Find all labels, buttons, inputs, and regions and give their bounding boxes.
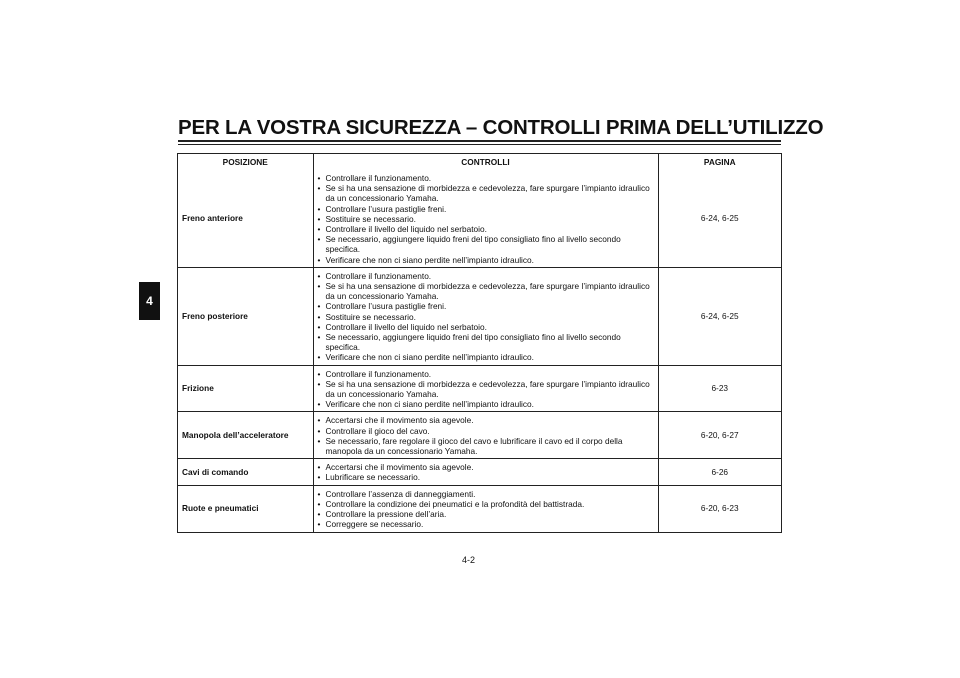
check-item: • Se si ha una sensazione di morbidezza e cedevolezza, fare spurgare l’impianto idraulico da un concessionario Yamaha.: [318, 183, 654, 203]
check-item: • Verificare che non ci siano perdite nell’impianto idraulico.: [318, 255, 654, 265]
row-pages: 6-23: [658, 365, 781, 412]
checks-table-container: [177, 153, 782, 533]
check-item: • Verificare che non ci siano perdite nell’impianto idraulico.: [318, 399, 654, 409]
checks-list: [318, 173, 654, 265]
table-row: [178, 459, 781, 485]
checks-list: [318, 489, 654, 530]
check-item: • Controllare l’usura pastiglie freni.: [318, 301, 654, 311]
header-checks: CONTROLLI: [313, 154, 658, 170]
row-checks: [313, 365, 658, 412]
row-pages: 6-20, 6-27: [658, 412, 781, 459]
row-position: Frizione: [178, 365, 313, 412]
table-header-row: [178, 154, 781, 170]
check-item: • Controllare il funzionamento.: [318, 369, 654, 379]
row-pages: 6-26: [658, 459, 781, 485]
checks-list: [318, 415, 654, 456]
table-row: [178, 267, 781, 365]
check-item: • Se necessario, aggiungere liquido freni del tipo consigliato fino al livello secondo specifica.: [318, 234, 654, 254]
check-item: • Controllare l’assenza di danneggiamenti.: [318, 489, 654, 499]
check-item: • Controllare il funzionamento.: [318, 173, 654, 183]
check-item: • Se necessario, aggiungere liquido freni del tipo consigliato fino al livello secondo specifica.: [318, 332, 654, 352]
row-pages: 6-24, 6-25: [658, 267, 781, 365]
checks-list: [318, 462, 654, 482]
table-row: [178, 365, 781, 412]
check-item: • Lubrificare se necessario.: [318, 472, 654, 482]
check-item: • Controllare il livello del liquido nel serbatoio.: [318, 322, 654, 332]
row-checks: [313, 267, 658, 365]
row-position: Freno anteriore: [178, 170, 313, 267]
check-item: • Correggere se necessario.: [318, 519, 654, 529]
check-item: • Sostituire se necessario.: [318, 312, 654, 322]
row-checks: [313, 412, 658, 459]
row-pages: 6-20, 6-23: [658, 485, 781, 531]
checks-list: [318, 369, 654, 410]
checks-list: [318, 271, 654, 363]
check-item: • Se si ha una sensazione di morbidezza e cedevolezza, fare spurgare l’impianto idraulico da un concessionario Yamaha.: [318, 281, 654, 301]
chapter-tab: 4: [139, 282, 160, 320]
check-item: • Controllare la pressione dell’aria.: [318, 509, 654, 519]
page-number: 4-2: [462, 555, 476, 565]
check-item: • Controllare la condizione dei pneumatici e la profondità del battistrada.: [318, 499, 654, 509]
row-checks: [313, 459, 658, 485]
row-position: Freno posteriore: [178, 267, 313, 365]
table-row: [178, 170, 781, 267]
check-item: • Accertarsi che il movimento sia agevole.: [318, 462, 654, 472]
check-item: • Sostituire se necessario.: [318, 214, 654, 224]
title-underline-thin: [178, 144, 781, 145]
check-item: • Se necessario, fare regolare il gioco del cavo e lubrificare il cavo ed il corpo della manopola da un concessionario Yamaha.: [318, 436, 654, 456]
header-position: POSIZIONE: [178, 154, 313, 170]
row-position: Cavi di comando: [178, 459, 313, 485]
table-row: [178, 412, 781, 459]
check-item: • Controllare il gioco del cavo.: [318, 426, 654, 436]
row-checks: [313, 485, 658, 531]
row-position: Manopola dell’acceleratore: [178, 412, 313, 459]
row-position: Ruote e pneumatici: [178, 485, 313, 531]
check-item: • Se si ha una sensazione di morbidezza e cedevolezza, fare spurgare l’impianto idraulico da un concessionario Yamaha.: [318, 379, 654, 399]
table-row: [178, 485, 781, 531]
check-item: • Controllare il livello del liquido nel serbatoio.: [318, 224, 654, 234]
row-pages: 6-24, 6-25: [658, 170, 781, 267]
row-checks: [313, 170, 658, 267]
check-item: • Controllare il funzionamento.: [318, 271, 654, 281]
page-title: PER LA VOSTRA SICUREZZA – CONTROLLI PRIMA DELL’UTILIZZO: [178, 116, 824, 139]
check-item: • Controllare l’usura pastiglie freni.: [318, 204, 654, 214]
check-item: • Verificare che non ci siano perdite nell’impianto idraulico.: [318, 352, 654, 362]
check-item: • Accertarsi che il movimento sia agevole.: [318, 415, 654, 425]
title-underline: [178, 140, 781, 142]
pre-operation-checks-table: [178, 154, 781, 532]
header-page: PAGINA: [658, 154, 781, 170]
table-body: [178, 170, 781, 532]
